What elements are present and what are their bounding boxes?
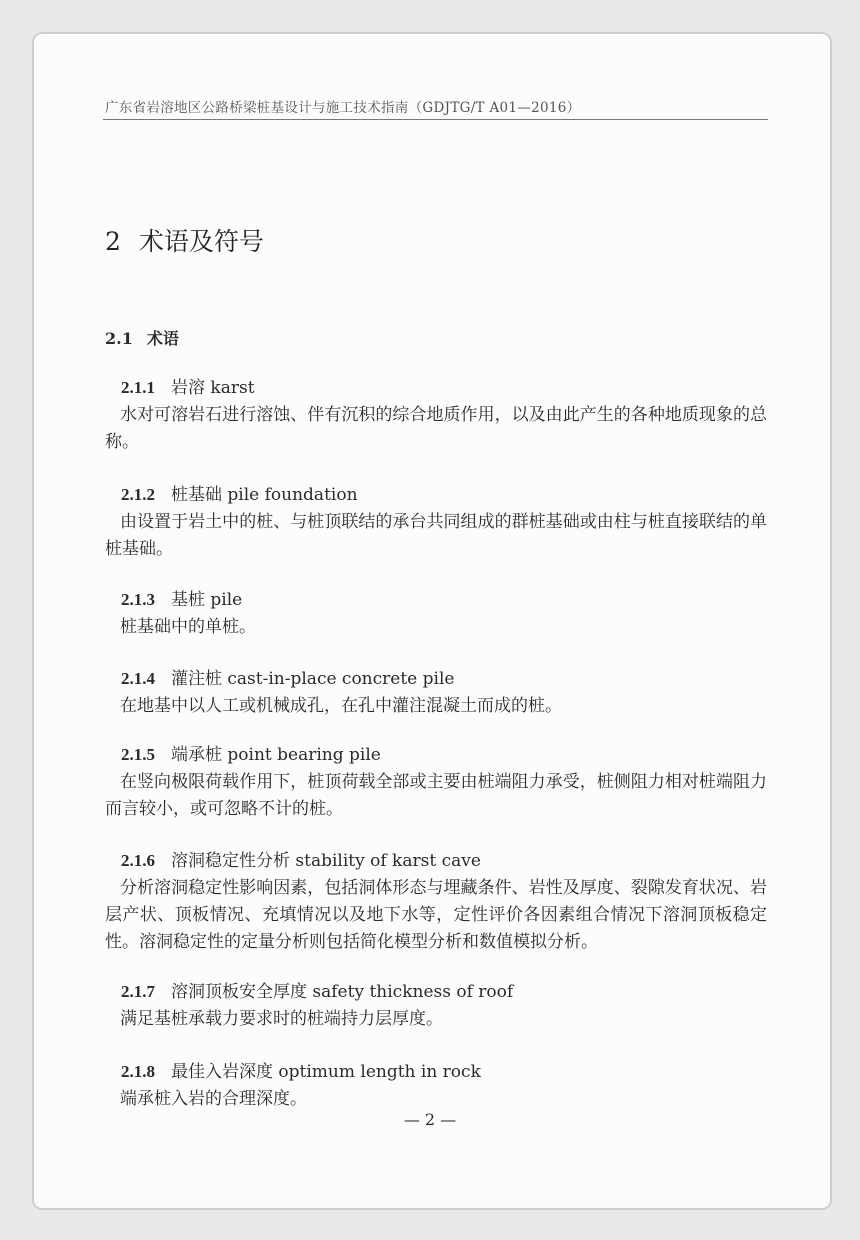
term-heading (105, 586, 767, 614)
term-entry (105, 481, 767, 563)
term-number: 2.1.6 (121, 851, 155, 870)
chapter-number: 2 (105, 227, 121, 256)
term-name: 溶洞稳定性分析 stability of karst cave (171, 851, 481, 871)
term-definition: 桩基础中的单桩。 (120, 617, 256, 637)
term-heading (105, 1058, 767, 1086)
page-number: — 2 — (403, 1110, 457, 1129)
term-definition: 在竖向极限荷载作用下，桩顶荷载全部或主要由桩端阻力承受，桩侧阻力相对桩端阻力而言较小，或可忽略不计的桩。 (105, 772, 767, 819)
chapter-title (105, 222, 264, 258)
chapter-name: 术语及符号 (138, 227, 264, 256)
term-definition: 在地基中以人工或机械成孔，在孔中灌注混凝土而成的桩。 (120, 696, 562, 716)
term-name: 最佳入岩深度 optimum length in rock (171, 1062, 481, 1082)
section-name: 术语 (146, 329, 179, 348)
term-entry (105, 374, 767, 456)
term-entry (105, 741, 767, 823)
term-definition: 分析溶洞稳定性影响因素，包括洞体形态与埋藏条件、岩性及厚度、裂隙发育状况、岩层产状、顶板情况、充填情况以及地下水等，定性评价各因素组合情况下溶洞顶板稳定性。溶洞稳定性的定量分析则包括简化模型分析和数值模拟分析。 (105, 878, 767, 952)
term-heading (105, 374, 767, 402)
term-heading (105, 847, 767, 875)
term-definition: 满足基桩承载力要求时的桩端持力层厚度。 (120, 1009, 443, 1029)
term-name: 基桩 pile (171, 590, 243, 610)
term-number: 2.1.3 (121, 590, 155, 609)
header-rule (103, 119, 768, 120)
term-definition: 水对可溶岩石进行溶蚀、伴有沉积的综合地质作用，以及由此产生的各种地质现象的总称。 (105, 405, 767, 452)
term-heading (105, 741, 767, 769)
term-name: 端承桩 point bearing pile (171, 745, 381, 765)
running-header: 广东省岩溶地区公路桥梁桩基设计与施工技术指南（GDJTG/T A01—2016） (105, 100, 581, 116)
term-number: 2.1.1 (121, 378, 155, 397)
term-entry (105, 586, 767, 641)
section-title (105, 326, 179, 349)
term-heading (105, 665, 767, 693)
term-heading (105, 978, 767, 1006)
term-name: 溶洞顶板安全厚度 safety thickness of roof (171, 982, 514, 1002)
term-entry (105, 978, 767, 1033)
section-number: 2.1 (105, 329, 133, 348)
term-number: 2.1.4 (121, 669, 155, 688)
term-definition: 端承桩入岩的合理深度。 (120, 1089, 307, 1109)
term-number: 2.1.2 (121, 485, 155, 504)
term-entry (105, 1058, 767, 1113)
term-name: 桩基础 pile foundation (171, 485, 358, 505)
term-number: 2.1.7 (121, 982, 155, 1001)
term-name: 岩溶 karst (171, 378, 255, 398)
term-number: 2.1.8 (121, 1062, 155, 1081)
term-definition: 由设置于岩土中的桩、与桩顶联结的承台共同组成的群桩基础或由柱与桩直接联结的单桩基础。 (105, 512, 767, 559)
term-number: 2.1.5 (121, 745, 155, 764)
term-name: 灌注桩 cast-in-place concrete pile (171, 669, 455, 689)
term-entry (105, 665, 767, 720)
term-entry (105, 847, 767, 956)
term-heading (105, 481, 767, 509)
